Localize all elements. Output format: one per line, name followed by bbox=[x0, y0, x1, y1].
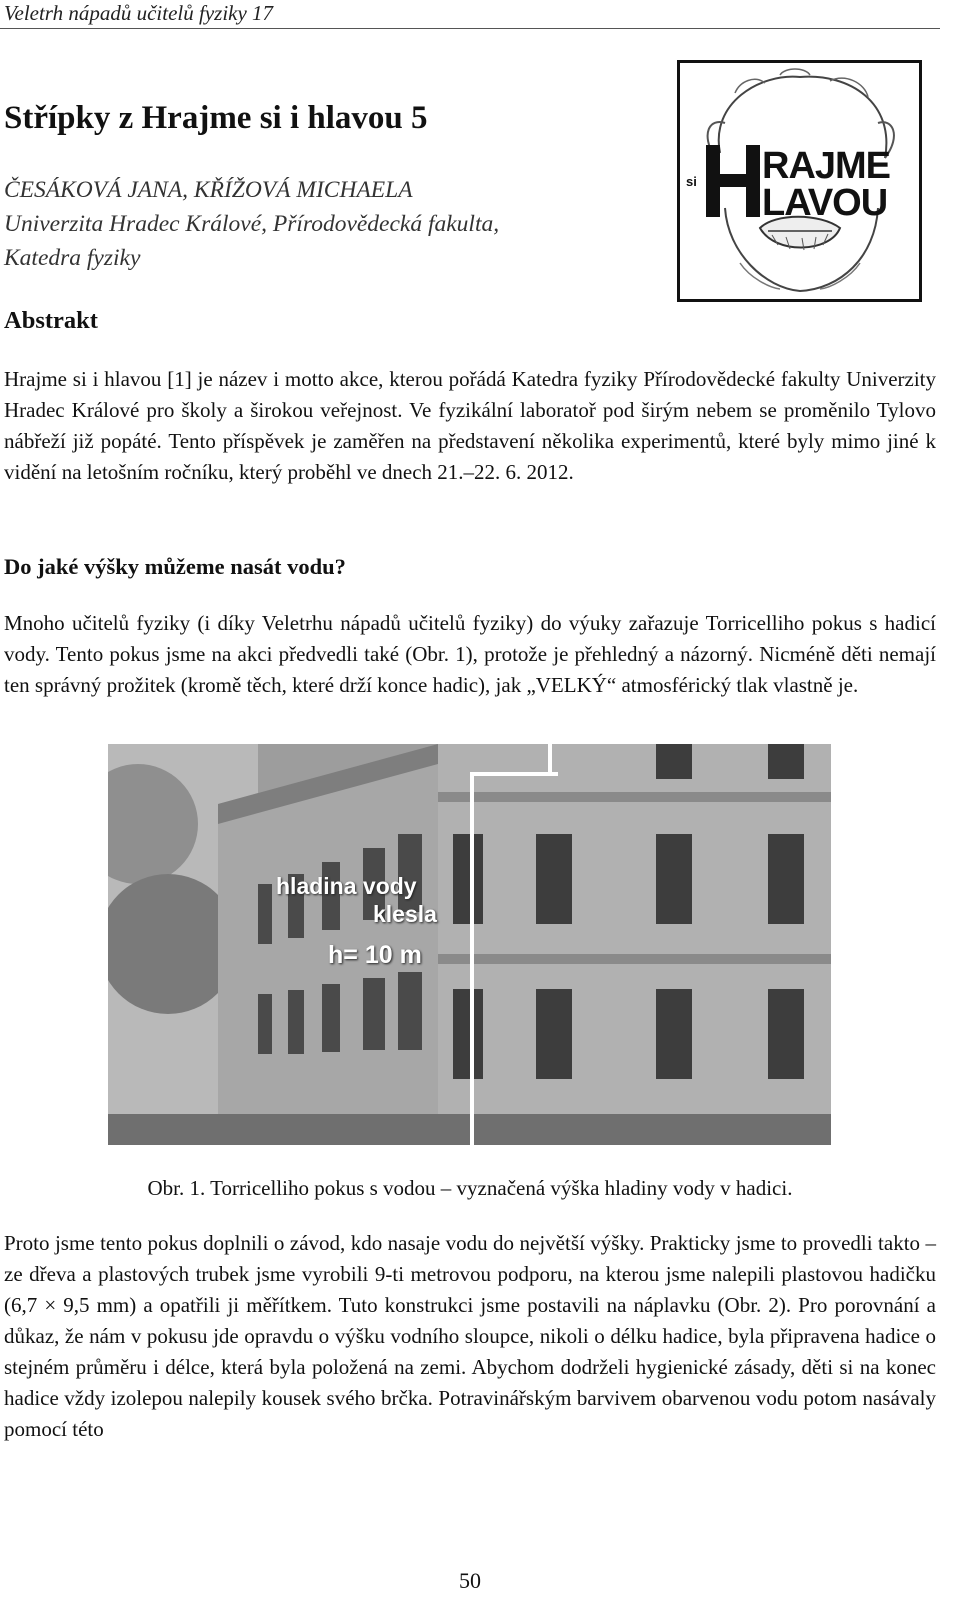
affiliation-line-1: Univerzita Hradec Králové, Přírodovědecká fakulta, bbox=[4, 211, 500, 237]
logo-caricature-image bbox=[680, 63, 919, 299]
section-heading: Do jaké výšky můžeme nasát vodu? bbox=[4, 554, 346, 579]
figure-label-height: h= 10 m bbox=[328, 941, 422, 969]
page-number: 50 bbox=[459, 1568, 481, 1593]
article-title: Střípky z Hrajme si i hlavou 5 bbox=[4, 100, 428, 136]
abstract-heading: Abstrakt bbox=[4, 307, 98, 334]
intro-paragraph: Mnoho učitelů fyziky (i díky Veletrhu nápadů učitelů fyziky) do výuky zařazuje Torricelliho pokus s hadicí vody. Tento pokus jsme na akci předvedli také (Obr. 1), protože je přehledný a názorný. Nicméně děti nemají ten správný prožitek (kromě těch, které drží konce hadic), jak „VELKÝ“ atmosférický tlak vlastně je. bbox=[4, 611, 936, 697]
author-block bbox=[4, 173, 644, 275]
author-names: ČESÁKOVÁ JANA, KŘÍŽOVÁ MICHAELA bbox=[4, 177, 413, 203]
logo-word-bottom: LAVOU bbox=[762, 182, 888, 224]
figure-1-building-photo bbox=[108, 744, 831, 1145]
logo-si-text: si bbox=[686, 174, 697, 189]
affiliation-line-2: Katedra fyziky bbox=[4, 245, 141, 271]
hrajme-si-i-hlavou-logo bbox=[677, 60, 922, 302]
figure-label-dropped: klesla bbox=[373, 901, 437, 927]
running-title: Veletrh nápadů učitelů fyziky 17 bbox=[4, 1, 274, 25]
running-header bbox=[0, 0, 940, 29]
experiment-paragraph: Proto jsme tento pokus doplnili o závod, kdo nasaje vodu do největší výšky. Prakticky jsme to provedli takto – ze dřeva a plastových trubek jsme vyrobili 9-ti metrovou podporu, na kterou jsme nalepili plastovou hadičku (6,7 × 9,5 mm) a opatřili ji měřítkem. Tuto konstrukci jsme postavili na náplavku (Obr. 2). Pro porovnání a důkaz, že nám v pokusu jde opravdu o výšku vodního sloupce, nikoli o délku hadice, byla připravena hadice o stejném průměru i délce, která byla položená na zemi. Abychom dodrželi hygienické zásady, děti si na konec hadice vždy izolepou nalepily kousek svého brčka. Potravinářským barvivem obarvenou vodu potom nasávaly pomocí této bbox=[4, 1231, 936, 1441]
building-photo-illustration bbox=[108, 744, 831, 1145]
abstract-paragraph: Hrajme si i hlavou [1] je název i motto akce, kterou pořádá Katedra fyziky Přírodovědecké fakulty Univerzity Hradec Králové pro školy a širokou veřejnost. Ve fyzikální laboratoř pod širým nebem se proměnilo Tylovo nábřeží již popáté. Tento příspěvek je zaměřen na představení několika experimentů, které byly mimo jiné k vidění na letošním ročníku, který proběhl ve dnech 21.–22. 6. 2012. bbox=[4, 367, 936, 484]
figure-label-water-level: hladina vody bbox=[276, 873, 417, 899]
figure-1-caption: Obr. 1. Torricelliho pokus s vodou – vyznačená výška hladiny vody v hadici. bbox=[147, 1176, 793, 1200]
logo-word-top: RAJME bbox=[762, 145, 891, 187]
